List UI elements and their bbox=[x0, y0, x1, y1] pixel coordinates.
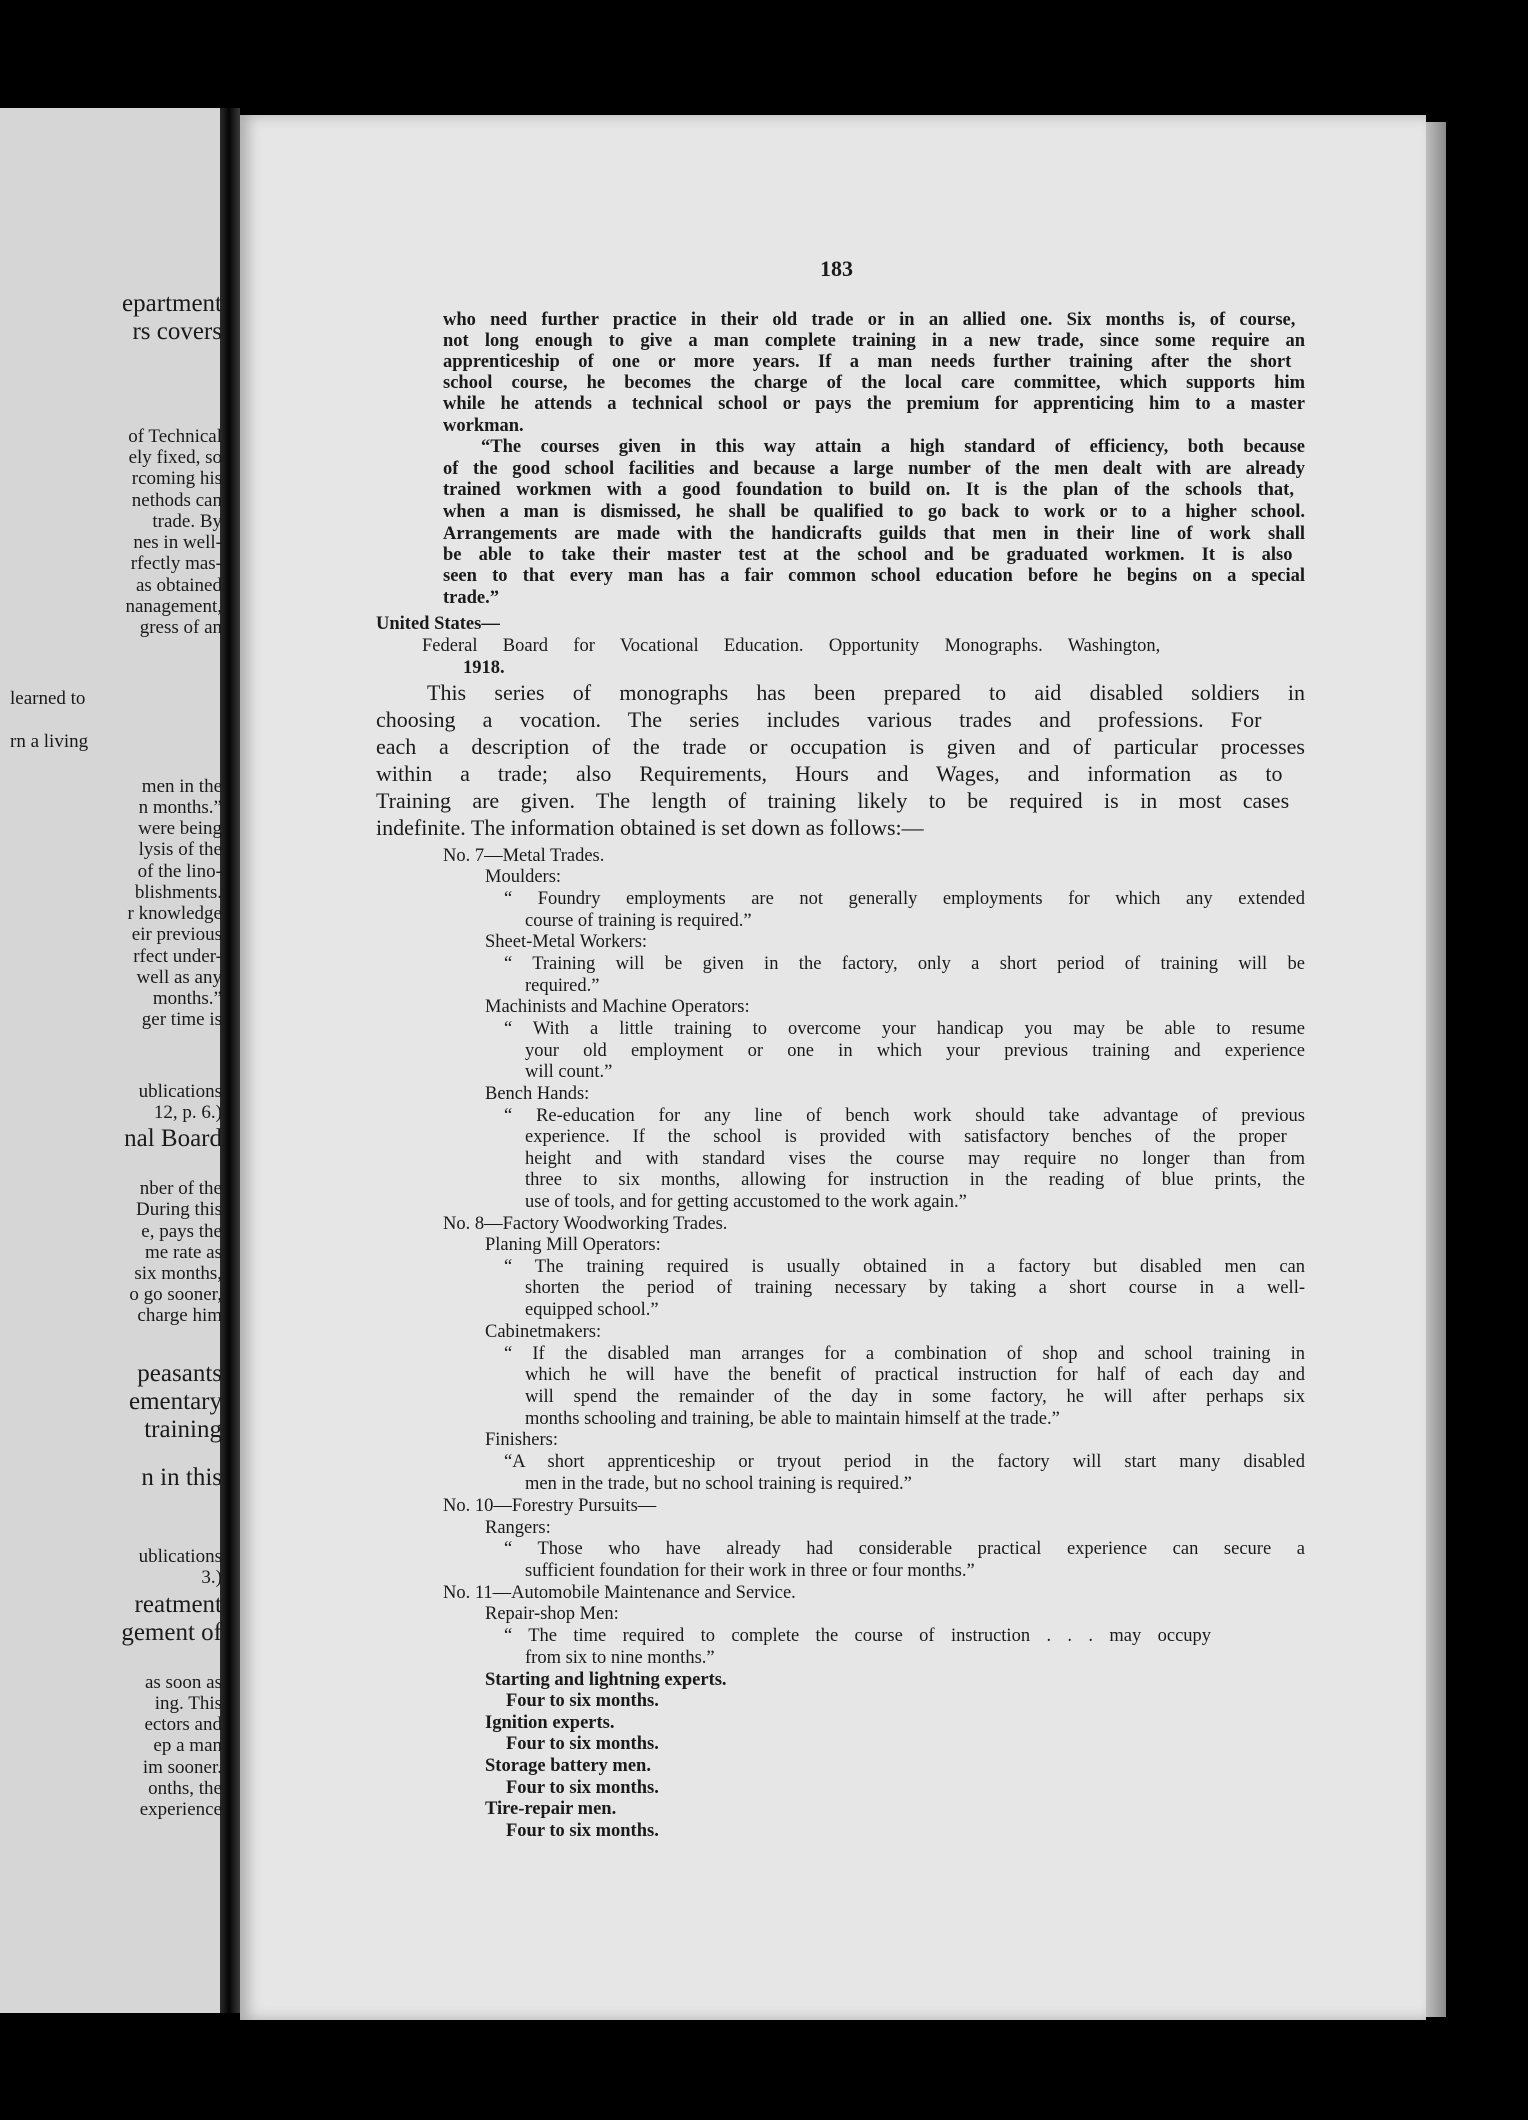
text-line: “ Re-education for any line of bench work should take advantage of previous bbox=[504, 1106, 1305, 1126]
text-line: sufficient foundation for their work in three or four months.” bbox=[525, 1561, 975, 1581]
left-page-line: training bbox=[144, 1416, 222, 1443]
text-line: Sheet-Metal Workers: bbox=[485, 932, 648, 952]
text-line: men in the trade, but no school training is required.” bbox=[525, 1474, 912, 1494]
text-line: months schooling and training, be able to maintain himself at the trade.” bbox=[525, 1409, 1060, 1429]
left-page-line: ectors and bbox=[144, 1714, 222, 1735]
text-line: No. 10—Forestry Pursuits— bbox=[443, 1496, 657, 1516]
left-page-line: charge him bbox=[137, 1305, 222, 1326]
left-page-line: as obtained bbox=[135, 575, 222, 596]
left-page-line: ementary bbox=[128, 1388, 222, 1415]
left-page-line: experience bbox=[139, 1799, 222, 1820]
left-page-line: learned to bbox=[10, 688, 86, 709]
text-line: “ With a little training to overcome your handicap you may be able to resume bbox=[504, 1019, 1305, 1039]
text-line: height and with standard vises the course may require no longer than from bbox=[525, 1149, 1305, 1169]
text-line: “The courses given in this way attain a high standard of efficiency, both because bbox=[481, 437, 1305, 457]
text-line: “ The training required is usually obtained in a factory but disabled men can bbox=[504, 1257, 1305, 1277]
left-page-line: nal Board bbox=[124, 1125, 222, 1152]
left-page-line: ger time is bbox=[141, 1009, 222, 1030]
text-line: each a description of the trade or occupation is given and of particular processes bbox=[376, 734, 1305, 759]
text-line: Four to six months. bbox=[506, 1691, 659, 1711]
left-page-line: ing. This bbox=[154, 1693, 222, 1714]
page-edge bbox=[1426, 122, 1446, 2017]
left-page-line: r knowledge bbox=[127, 903, 222, 924]
left-page-line: n in this bbox=[141, 1464, 222, 1491]
text-line: Tire-repair men. bbox=[485, 1799, 617, 1819]
text-line: be able to take their master test at the school and be graduated workmen. It is also bbox=[443, 545, 1293, 565]
text-line: Federal Board for Vocational Education. Opportunity Monographs. Washington, bbox=[422, 636, 1161, 656]
text-line: “ The time required to complete the course of instruction . . . may occupy bbox=[504, 1626, 1212, 1646]
text-line: Finishers: bbox=[485, 1430, 558, 1450]
left-page-line: nanagement, bbox=[125, 596, 222, 617]
left-page-line: lysis of the bbox=[138, 839, 222, 860]
text-line: Arrangements are made with the handicrafts guilds that men in their line of work shall bbox=[443, 524, 1305, 544]
text-line: Cabinetmakers: bbox=[485, 1322, 602, 1342]
text-line: school course, he becomes the charge of the local care committee, which supports him bbox=[443, 373, 1305, 393]
left-page-line: ublications bbox=[138, 1546, 222, 1567]
left-page-line: onths, the bbox=[148, 1778, 222, 1799]
text-line: Starting and lightning experts. bbox=[485, 1670, 727, 1690]
left-page-line: of Technical bbox=[128, 426, 222, 447]
text-line: Planing Mill Operators: bbox=[485, 1235, 661, 1255]
text-line: “A short apprenticeship or tryout period in the factory will start many disabled bbox=[504, 1452, 1305, 1472]
text-line: shorten the period of training necessary by taking a short course in a well- bbox=[525, 1278, 1305, 1298]
text-line: “ If the disabled man arranges for a combination of shop and school training in bbox=[504, 1344, 1305, 1364]
text-line: three to six months, allowing for instruction in the reading of blue prints, the bbox=[525, 1170, 1305, 1190]
left-page-line: peasants bbox=[137, 1360, 222, 1387]
text-line: while he attends a technical school or pays the premium for apprenticing him to a master bbox=[443, 394, 1305, 414]
text-line: Machinists and Machine Operators: bbox=[485, 997, 750, 1017]
left-page-line: rfectly mas- bbox=[130, 553, 222, 574]
left-page-line: trade. By bbox=[152, 511, 222, 532]
text-line: Training are given. The length of training likely to be required is in most cases bbox=[376, 788, 1290, 813]
left-page-line: well as any bbox=[136, 967, 222, 988]
text-line: “ Foundry employments are not generally employments for which any extended bbox=[504, 889, 1305, 909]
text-line: 1918. bbox=[463, 658, 505, 678]
left-page-line: me rate as bbox=[144, 1242, 222, 1263]
text-line: who need further practice in their old trade or in an allied one. Six months is, of course, bbox=[443, 310, 1296, 330]
text-line: seen to that every man has a fair common school education before he begins on a special bbox=[443, 566, 1305, 586]
text-line: “ Training will be given in the factory, only a short period of training will be bbox=[504, 954, 1305, 974]
text-line: Four to six months. bbox=[506, 1821, 659, 1841]
left-page-line: were being bbox=[138, 818, 222, 839]
left-page-line: 3.) bbox=[201, 1567, 222, 1588]
text-line: No. 7—Metal Trades. bbox=[443, 846, 605, 866]
text-line: indefinite. The information obtained is set down as follows:— bbox=[376, 815, 924, 840]
text-line: Four to six months. bbox=[506, 1734, 659, 1754]
left-page-line: nber of the bbox=[139, 1178, 222, 1199]
text-line: Moulders: bbox=[485, 867, 562, 887]
text-line: from six to nine months.” bbox=[525, 1648, 715, 1668]
text-line: choosing a vocation. The series includes various trades and professions. For bbox=[376, 707, 1262, 732]
text-line: will count.” bbox=[525, 1062, 613, 1082]
text-line: equipped school.” bbox=[525, 1300, 659, 1320]
text-line: “ Those who have already had considerable practical experience can secure a bbox=[504, 1539, 1305, 1559]
left-page-line: eir previous bbox=[131, 924, 222, 945]
left-page-line: nes in well- bbox=[133, 532, 222, 553]
text-line: trained workmen with a good foundation to build on. It is the plan of the schools that, bbox=[443, 480, 1294, 500]
text-line: experience. If the school is provided with satisfactory benches of the proper bbox=[525, 1127, 1287, 1147]
text-line: when a man is dismissed, he shall be qualified to go back to work or to a higher school. bbox=[443, 502, 1305, 522]
left-page-line: im sooner. bbox=[142, 1757, 222, 1778]
left-page-line: six months, bbox=[134, 1263, 222, 1284]
left-page-line: gress of an bbox=[139, 617, 222, 638]
text-line: of the good school facilities and because a large number of the men dealt with are already bbox=[443, 459, 1305, 479]
text-line: will spend the remainder of the day in some factory, he will after perhaps six bbox=[525, 1387, 1305, 1407]
text-line: your old employment or one in which your previous training and experience bbox=[525, 1041, 1305, 1061]
left-page-line: n months.” bbox=[138, 797, 222, 818]
left-page-line: nethods can bbox=[131, 490, 222, 511]
left-page-line: rfect under- bbox=[133, 946, 222, 967]
left-page-line: e, pays the bbox=[141, 1221, 222, 1242]
text-line: Bench Hands: bbox=[485, 1084, 590, 1104]
text-line: Repair-shop Men: bbox=[485, 1604, 619, 1624]
text-line: within a trade; also Requirements, Hours and Wages, and information as to bbox=[376, 761, 1283, 786]
text-line: Storage battery men. bbox=[485, 1756, 651, 1776]
left-page-line: rn a living bbox=[10, 731, 89, 752]
left-page-line: o go sooner, bbox=[129, 1284, 222, 1305]
text-line: This series of monographs has been prepared to aid disabled soldiers in bbox=[427, 680, 1305, 705]
left-page-line: ep a man bbox=[153, 1735, 222, 1756]
left-page-line: reatment bbox=[134, 1591, 222, 1618]
left-page-line: gement of bbox=[121, 1619, 222, 1646]
text-line: Four to six months. bbox=[506, 1778, 659, 1798]
left-page-line: as soon as bbox=[144, 1672, 222, 1693]
page-number: 183 bbox=[820, 256, 853, 281]
text-line: apprenticeship of one or more years. If a man needs further training after the short bbox=[443, 352, 1292, 372]
text-line: Ignition experts. bbox=[485, 1713, 615, 1733]
text-line: course of training is required.” bbox=[525, 911, 752, 931]
left-page-line: men in the bbox=[141, 776, 222, 797]
left-page-line: During this bbox=[135, 1199, 222, 1220]
left-page-line: ely fixed, so bbox=[128, 447, 222, 468]
text-line: use of tools, and for getting accustomed to the work again.” bbox=[525, 1192, 967, 1212]
left-page-line: of the lino- bbox=[137, 861, 222, 882]
text-line: workman. bbox=[443, 416, 524, 436]
left-page-line: rs covers bbox=[132, 318, 222, 345]
text-line: which he will have the benefit of practical instruction for half of each day and bbox=[525, 1365, 1305, 1385]
text-line: United States— bbox=[376, 614, 500, 634]
text-line: not long enough to give a man complete training in a new trade, since some require an bbox=[443, 331, 1305, 351]
text-line: required.” bbox=[525, 976, 600, 996]
book-spine bbox=[220, 108, 240, 2013]
left-page-line: epartment bbox=[122, 290, 222, 317]
text-line: No. 11—Automobile Maintenance and Service. bbox=[443, 1583, 796, 1603]
left-page-line: months.” bbox=[152, 988, 222, 1009]
text-line: trade.” bbox=[443, 588, 499, 608]
text-line: Rangers: bbox=[485, 1518, 551, 1538]
text-line: No. 8—Factory Woodworking Trades. bbox=[443, 1214, 728, 1234]
left-page-line: rcoming his bbox=[131, 468, 222, 489]
left-page-line: 12, p. 6.) bbox=[153, 1102, 222, 1123]
left-page-line: blishments. bbox=[134, 882, 222, 903]
left-page-line: ublications bbox=[138, 1081, 222, 1102]
